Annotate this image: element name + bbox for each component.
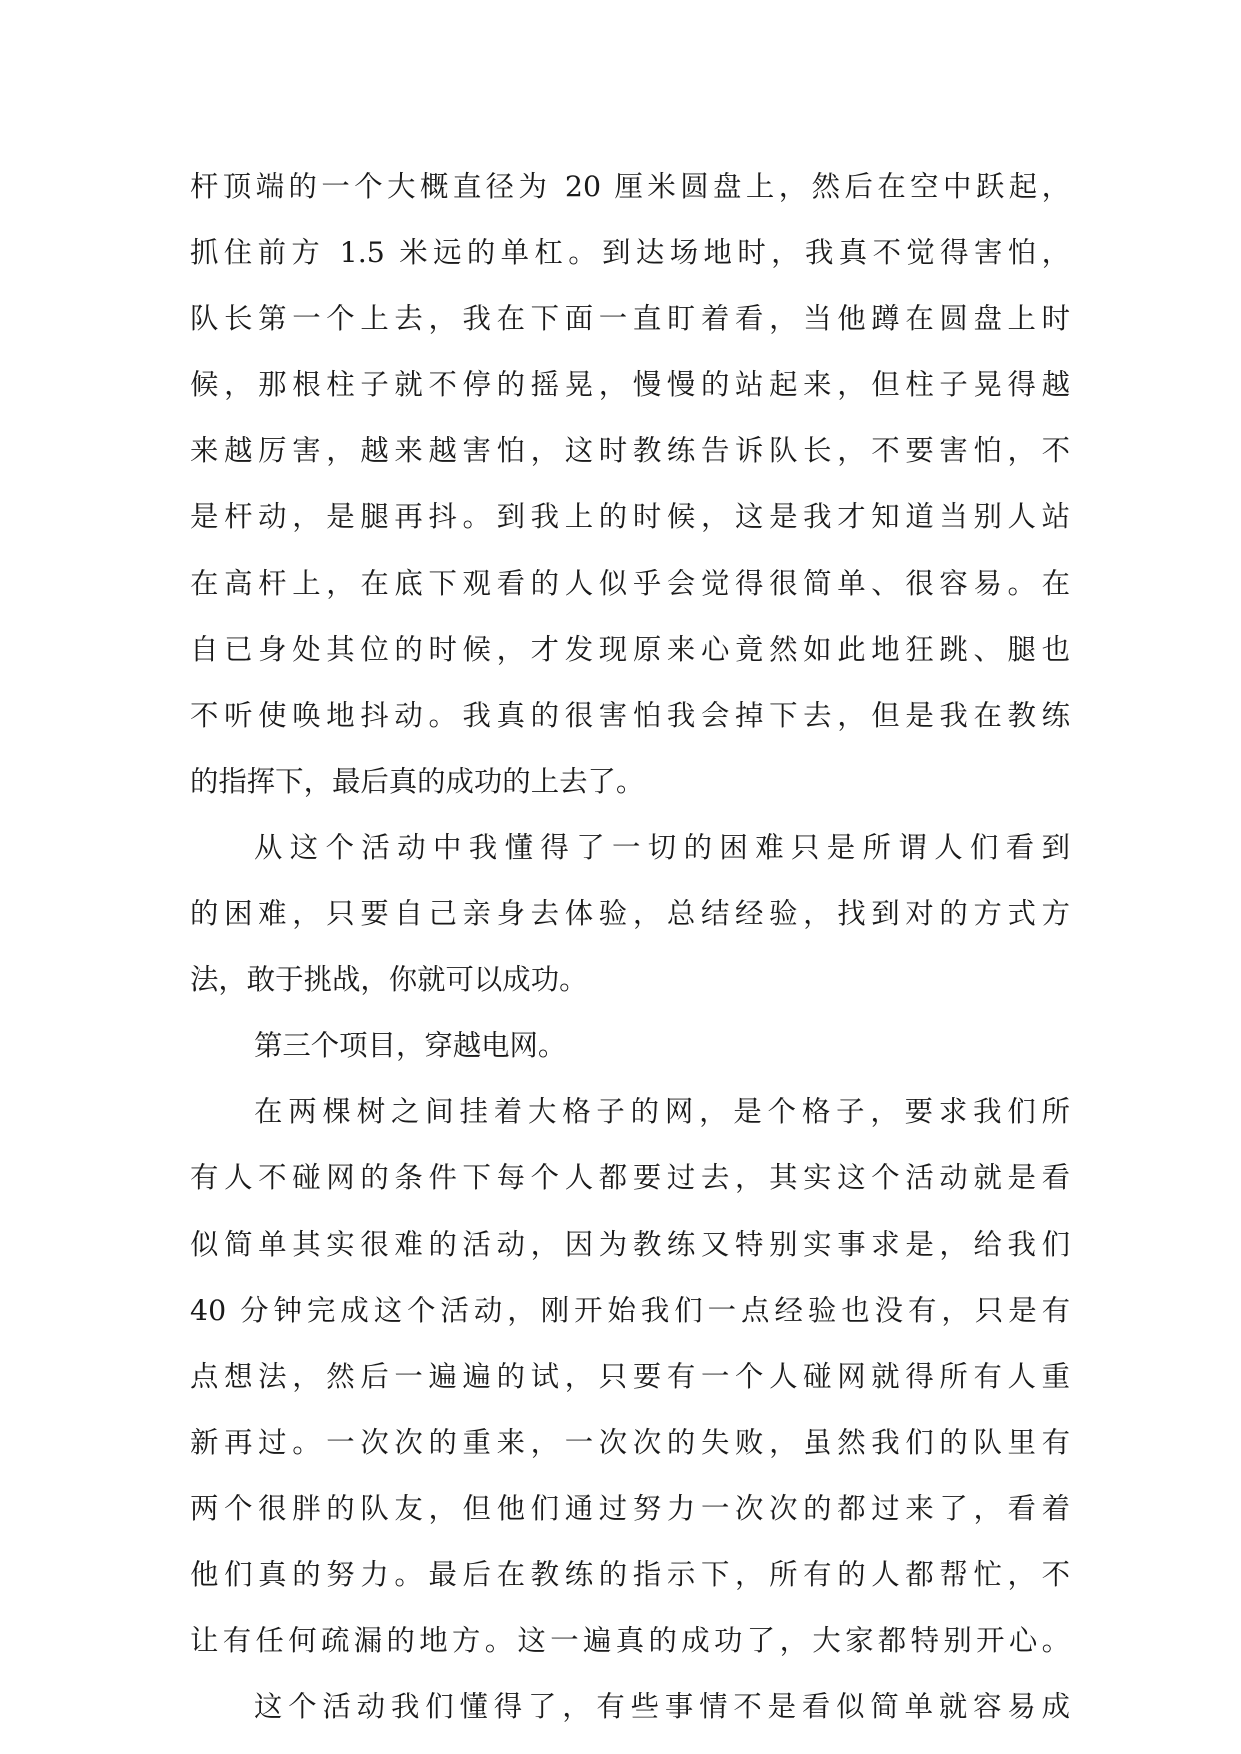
text-line: 队长第一个上去，我在下面一直盯着看，当他蹲在圆盘上时	[190, 302, 1070, 336]
body-text	[190, 154, 1070, 1740]
text-line: 是杆动，是腿再抖。到我上的时候，这是我才知道当别人站	[190, 500, 1070, 534]
text-line: 候，那根柱子就不停的摇晃，慢慢的站起来，但柱子晃得越	[190, 368, 1070, 402]
text-line: 40 分钟完成这个活动，刚开始我们一点经验也没有，只是有	[190, 1293, 1070, 1327]
text-line: 在高杆上，在底下观看的人似乎会觉得很简单、很容易。在	[190, 566, 1070, 600]
text-line: 来越厉害，越来越害怕，这时教练告诉队长，不要害怕，不	[190, 434, 1070, 468]
text-line: 点想法，然后一遍遍的试，只要有一个人碰网就得所有人重	[190, 1359, 1070, 1393]
text-line: 有人不碰网的条件下每个人都要过去，其实这个活动就是看	[190, 1161, 1070, 1195]
text-line: 他们真的努力。最后在教练的指示下，所有的人都帮忙，不	[190, 1557, 1070, 1591]
text-line: 不听使唤地抖动。我真的很害怕我会掉下去，但是我在教练	[190, 698, 1070, 732]
text-line: 抓住前方 1.5 米远的单杠。到达场地时，我真不觉得害怕，	[190, 236, 1070, 270]
text-line: 让有任何疏漏的地方。这一遍真的成功了，大家都特别开心。	[190, 1624, 1070, 1658]
text-line: 似简单其实很难的活动，因为教练又特别实事求是，给我们	[190, 1227, 1070, 1261]
text-line: 新再过。一次次的重来，一次次的失败，虽然我们的队里有	[190, 1425, 1070, 1459]
text-line: 杆顶端的一个大概直径为 20 厘米圆盘上，然后在空中跃起，	[190, 170, 1070, 203]
text-line: 在两棵树之间挂着大格子的网，是个格子，要求我们所	[254, 1095, 1070, 1129]
text-line: 两个很胖的队友，但他们通过努力一次次的都过来了，看着	[190, 1491, 1070, 1525]
text-line: 第三个项目，穿越电网。	[254, 1029, 567, 1063]
text-line: 法，敢于挑战，你就可以成功。	[190, 963, 588, 997]
text-line: 自已身处其位的时候，才发现原来心竟然如此地狂跳、腿也	[190, 632, 1070, 666]
text-line: 从这个活动中我懂得了一切的困难只是所谓人们看到	[254, 830, 1070, 864]
text-line: 的指挥下，最后真的成功的上去了。	[190, 764, 645, 798]
text-line: 这个活动我们懂得了，有些事情不是看似简单就容易成	[254, 1690, 1070, 1724]
text-line: 的困难，只要自己亲身去体验，总结经验，找到对的方式方	[190, 897, 1070, 931]
